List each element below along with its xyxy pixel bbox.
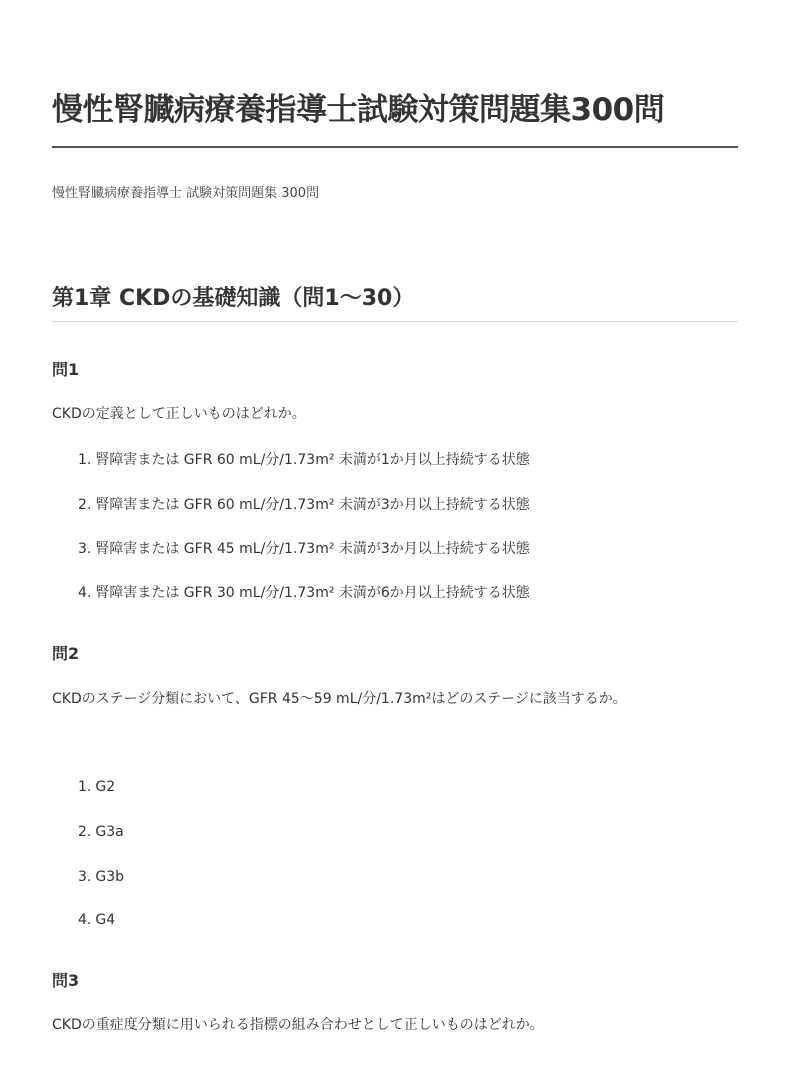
option-text: 腎障害または GFR 30 mL/分/1.73m² 未満が6か月以上持続する状態 xyxy=(95,585,530,601)
chapter-title: 第1章 CKDの基礎知識（問1〜30） xyxy=(52,286,415,311)
option-text: G2 xyxy=(95,779,116,795)
option-item xyxy=(78,865,124,889)
option-item xyxy=(78,775,115,799)
option-number: 1. xyxy=(78,452,92,468)
option-text: G3b xyxy=(95,869,125,885)
option-item xyxy=(78,537,530,561)
question-text: CKDの重症度分類に用いられる指標の組み合わせとして正しいものはどれか。 xyxy=(52,1017,544,1033)
option-item xyxy=(78,581,530,605)
option-text: 腎障害または GFR 45 mL/分/1.73m² 未満が3か月以上持続する状態 xyxy=(95,541,530,557)
option-text: 腎障害または GFR 60 mL/分/1.73m² 未満が1か月以上持続する状態 xyxy=(95,452,530,468)
question-label: 問2 xyxy=(52,644,80,663)
document-subtitle: 慢性腎臓病療養指導士 試験対策問題集 300問 xyxy=(52,186,320,201)
option-number: 3. xyxy=(78,869,92,885)
question-text: CKDの定義として正しいものはどれか。 xyxy=(52,406,306,422)
option-item xyxy=(78,448,530,472)
option-number: 4. xyxy=(78,585,92,601)
option-text: G4 xyxy=(95,912,116,928)
option-item xyxy=(78,908,115,932)
option-number: 4. xyxy=(78,912,92,928)
question-label: 問1 xyxy=(52,360,80,379)
question-text: CKDのステージ分類において、GFR 45〜59 mL/分/1.73m²はどのステージに該当するか。 xyxy=(52,691,627,707)
option-item xyxy=(78,493,530,517)
option-number: 1. xyxy=(78,779,92,795)
option-text: G3a xyxy=(95,824,124,840)
title-divider xyxy=(52,146,738,148)
option-text: 腎障害または GFR 60 mL/分/1.73m² 未満が3か月以上持続する状態 xyxy=(95,497,530,513)
option-number: 2. xyxy=(78,497,92,513)
option-number: 2. xyxy=(78,824,92,840)
document-title: 慢性腎臓病療養指導士試験対策問題集300問 xyxy=(52,92,665,128)
question-label: 問3 xyxy=(52,971,80,990)
option-number: 3. xyxy=(78,541,92,557)
chapter-divider xyxy=(52,321,738,322)
option-item xyxy=(78,820,124,844)
